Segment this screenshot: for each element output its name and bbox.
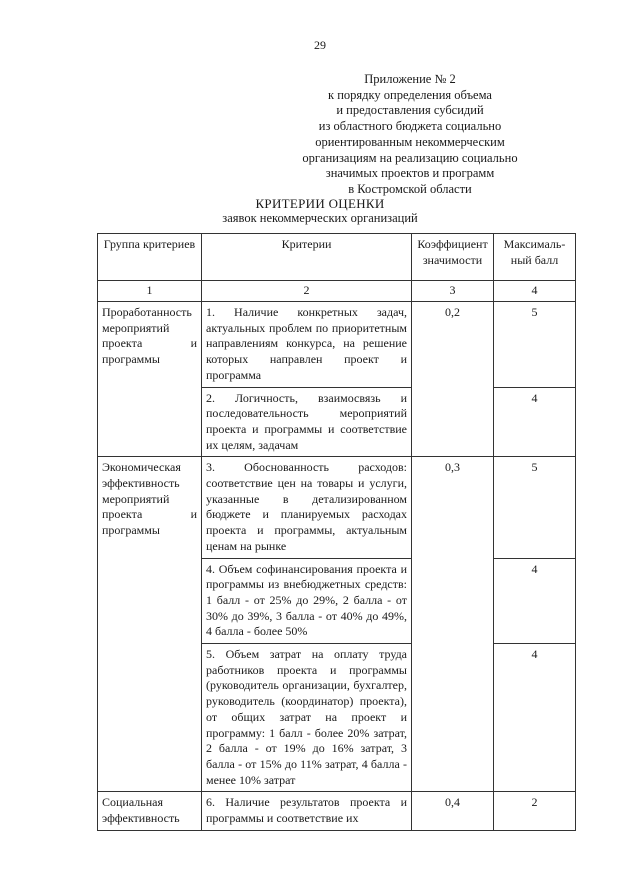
coefficient-value: 0,2 — [412, 302, 494, 457]
max-score-value: 4 — [494, 558, 576, 644]
header-criteria: Критерии — [202, 234, 412, 281]
appendix-line: ориентированным некоммерческим — [315, 134, 505, 149]
appendix-line: организациям на реализацию социально — [302, 150, 518, 165]
criterion-text: 6. Наличие результатов проекта и программы и соответствие их — [202, 792, 412, 830]
group-name: Проработанность мероприятий проекта и программы — [98, 302, 202, 457]
appendix-line: и предоставления субсидий — [336, 103, 484, 118]
group-name: Экономическая эффективность мероприятий проекта и программы — [98, 457, 202, 792]
coefficient-value: 0,3 — [412, 457, 494, 792]
header-group: Группа критериев — [98, 234, 202, 281]
column-number-row — [98, 281, 576, 302]
criteria-table — [97, 233, 576, 831]
criterion-text: 2. Логичность, взаимосвязь и последовательность мероприятий проекта и программы и соответствие их целям, задачам — [202, 387, 412, 457]
max-score-value: 4 — [494, 644, 576, 792]
page-number: 29 — [314, 38, 326, 52]
appendix-line: в Костромской области — [348, 181, 472, 196]
table-row — [98, 457, 576, 558]
group-name: Социальная эффективность — [98, 792, 202, 830]
header-coefficient: Коэффициент значимости — [412, 234, 494, 281]
appendix-line: Приложение № 2 — [364, 72, 456, 86]
appendix-block — [280, 72, 540, 198]
appendix-line: к порядку определения объема — [328, 87, 492, 102]
header-max-score: Максималь-ный балл — [494, 234, 576, 281]
appendix-line: значимых проектов и программ — [325, 166, 495, 181]
coefficient-value: 0,4 — [412, 792, 494, 830]
table-row — [98, 302, 576, 388]
max-score-value: 5 — [494, 302, 576, 388]
document-title: КРИТЕРИИ ОЦЕНКИ — [255, 196, 385, 211]
criterion-text: 1. Наличие конкретных задач, актуальных проблем по приоритетным направлениям конкурса, на решение которых направлен проект и программа — [202, 302, 412, 388]
max-score-value: 4 — [494, 387, 576, 457]
document-subtitle: заявок некоммерческих организаций — [222, 211, 418, 225]
column-number: 1 — [98, 281, 202, 302]
header-row — [98, 234, 576, 281]
max-score-value: 5 — [494, 457, 576, 558]
appendix-line: из областного бюджета социально — [318, 119, 502, 134]
max-score-value: 2 — [494, 792, 576, 830]
table-row — [98, 792, 576, 830]
column-number: 4 — [494, 281, 576, 302]
criterion-text: 4. Объем софинансирования проекта и программы из внебюджетных средств: 1 балл - от 25% до 29%, 2 балла - от 30% до 39%, 3 балла - от 40% до 49%, 4 балла - более 50% — [202, 558, 412, 644]
column-number: 3 — [412, 281, 494, 302]
criterion-text: 3. Обоснованность расходов: соответствие цен на товары и услуги, указанные в детализированном бюджете и планируемых расходах проекта и программы, актуальным ценам на рынке — [202, 457, 412, 558]
criterion-text: 5. Объем затрат на оплату труда работников проекта и программы (руководитель организации, бухгалтер, руководитель (координатор) проекта), от общих затрат на проект и программу: 1 балл - более 20% затрат, 2 балла - от 19% до 16% затрат, 3 балла - от 15% до 11% затрат, 4 балла - менее 10% затрат — [202, 644, 412, 792]
column-number: 2 — [202, 281, 412, 302]
